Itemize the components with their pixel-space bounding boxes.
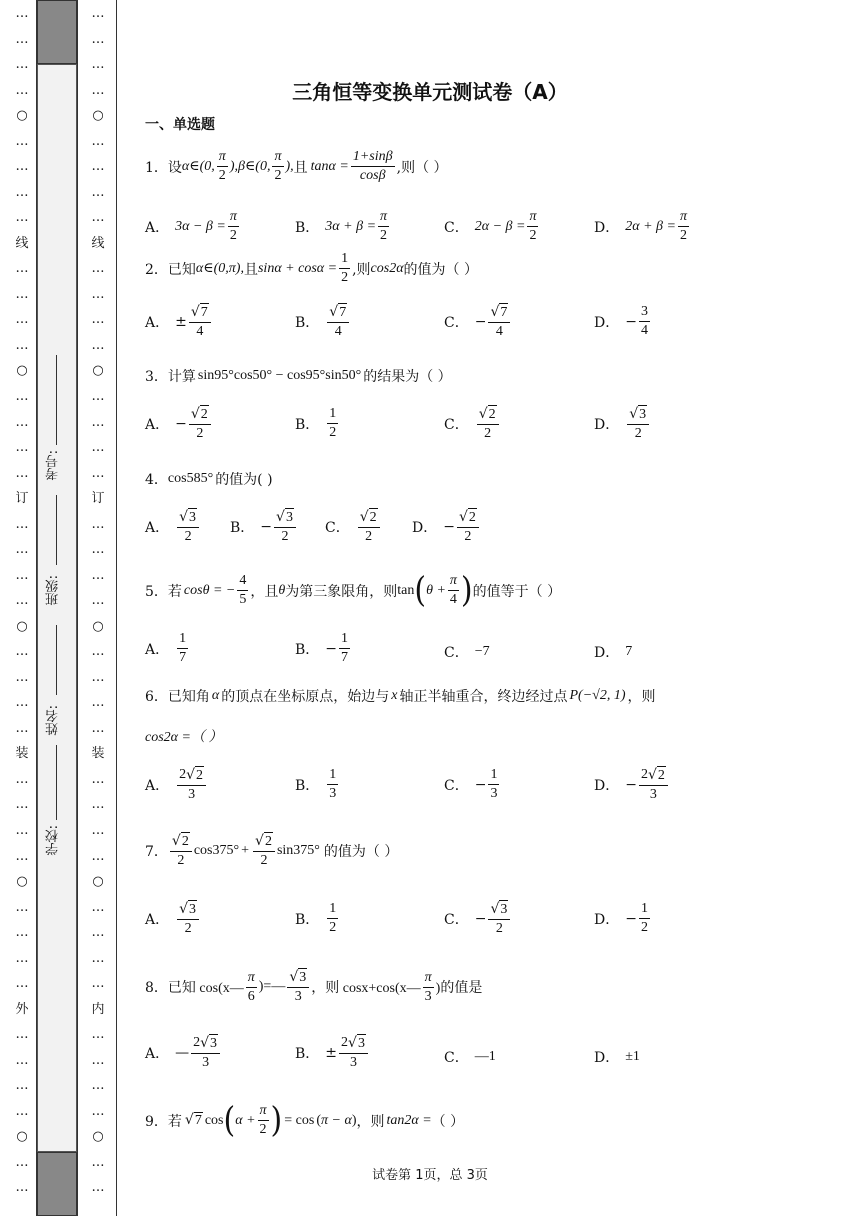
- outer-binding-char: 线: [15, 235, 29, 251]
- outer-binding-char: …: [15, 133, 29, 149]
- outer-binding-char: ○: [16, 363, 28, 379]
- outer-binding-char: …: [15, 414, 29, 430]
- outer-binding-char: …: [15, 567, 29, 583]
- q7-plus: +: [241, 843, 250, 858]
- q1-option-c[interactable]: C． 2α − β = $\frac{\pi}{2}$: [444, 209, 537, 243]
- q8-pi-third: $\frac{\pi}{3}$: [424, 969, 432, 1004]
- inner-binding-char: …: [91, 210, 105, 226]
- q4-expression: cos585°: [167, 471, 214, 486]
- q6-text-3: 轴正半轴重合，终边经过点: [399, 689, 568, 705]
- q1-pi-half-1: $\frac{\pi}{2}$: [218, 149, 226, 183]
- outer-binding-char: …: [15, 1103, 29, 1119]
- q9-tail: （ ）: [431, 1113, 465, 1130]
- inner-binding-char: ○: [92, 618, 104, 634]
- q6-alpha: α: [211, 688, 220, 703]
- inner-binding-char: …: [91, 950, 105, 966]
- inner-binding-char: …: [91, 899, 105, 915]
- q5-option-a[interactable]: A． $\frac{1}{7}$: [145, 631, 187, 665]
- outer-binding-char: …: [15, 976, 29, 992]
- outer-binding-char: …: [15, 950, 29, 966]
- inner-binding-char: …: [91, 312, 105, 328]
- outer-binding-char: …: [15, 261, 29, 277]
- q1-close: ),: [285, 158, 294, 174]
- q2-then: ,则: [352, 261, 371, 278]
- q7-tail: 的值为（ ）: [323, 844, 399, 860]
- q2-and: 且: [243, 261, 258, 278]
- page-footer: 试卷第 1页，总 3页: [372, 1168, 488, 1183]
- class-underline: [56, 495, 57, 565]
- q7-number: 7．: [145, 844, 168, 860]
- q5-theta: θ: [278, 582, 286, 598]
- outer-binding-char: …: [15, 542, 29, 558]
- outer-binding-char: …: [15, 286, 29, 302]
- class-label: 班级:: [46, 575, 61, 606]
- margin-line-3: [116, 0, 117, 1216]
- q8-number: 8．: [145, 980, 168, 996]
- q5-tan: tan: [397, 582, 415, 598]
- outer-binding-char: ○: [16, 1129, 28, 1145]
- q6-point: P(−√2, 1): [569, 688, 626, 703]
- q7-option-c[interactable]: C． − √ 3 2: [444, 900, 512, 938]
- inner-binding-char: …: [91, 1027, 105, 1043]
- q9-then: ，则: [356, 1113, 385, 1130]
- school-label: 学校:: [46, 825, 61, 856]
- inner-binding-char: …: [91, 1103, 105, 1119]
- q1-tail: ,则（ ）: [396, 159, 448, 176]
- q6-number: 6．: [145, 689, 168, 705]
- inner-binding-char: …: [91, 31, 105, 47]
- q2-range: α∈(0,π),: [195, 261, 244, 276]
- inner-binding-char: …: [91, 1180, 105, 1196]
- binding-band-bottom: [37, 1152, 77, 1216]
- inner-binding-char: ○: [92, 363, 104, 379]
- q9-sqrt7: √ 7: [184, 1112, 202, 1128]
- q5-theta-plus: θ +: [426, 582, 446, 598]
- question-4: [145, 469, 273, 489]
- inner-binding-char: …: [91, 440, 105, 456]
- outer-binding-char: ○: [16, 874, 28, 890]
- inner-binding-char: …: [91, 542, 105, 558]
- inner-binding-char: …: [91, 771, 105, 787]
- q3-option-d[interactable]: D． √ 3 2: [594, 405, 651, 443]
- inner-binding-char: 内: [91, 1001, 105, 1017]
- inner-binding-char: …: [91, 1052, 105, 1068]
- q1-number: 1．: [145, 159, 168, 176]
- inner-binding-char: …: [91, 1078, 105, 1094]
- q7-coeff-1: √ 2 2: [170, 832, 192, 870]
- outer-binding-char: …: [15, 465, 29, 481]
- inner-binding-char: 订: [91, 491, 105, 507]
- q8-pi-sixth: $\frac{\pi}{6}$: [247, 969, 255, 1004]
- q4-number: 4．: [145, 472, 168, 488]
- q2-cos2a: cos2α: [370, 260, 404, 276]
- q1-pi-half-2: $\frac{\pi}{2}$: [274, 149, 282, 183]
- q5-text: 为第三象限角，则: [285, 583, 398, 600]
- q8-option-c[interactable]: C． —1: [444, 1049, 496, 1066]
- outer-binding-char: …: [15, 312, 29, 328]
- outer-binding-char: …: [15, 771, 29, 787]
- q2-option-a[interactable]: A． ± √ 7 4: [145, 303, 213, 341]
- outer-binding-char: …: [15, 31, 29, 47]
- q4-option-a[interactable]: A． √ 3 2: [145, 508, 201, 546]
- q5-pi-quarter: $\frac{\pi}{4}$: [449, 573, 457, 607]
- inner-binding-char: …: [91, 823, 105, 839]
- q4-option-d[interactable]: D． − √ 2 2: [412, 508, 481, 546]
- inner-binding-char: …: [91, 695, 105, 711]
- q8-option-a[interactable]: A． — 2 √ 3 3: [145, 1034, 222, 1072]
- q6-text-1: 已知角: [167, 689, 210, 705]
- q5-number: 5．: [145, 583, 168, 600]
- outer-binding-char: …: [15, 695, 29, 711]
- q2-half: $\frac{1}{2}$: [341, 251, 349, 285]
- q3-tail: 的结果为（ ）: [363, 369, 452, 385]
- q9-pi-half: $\frac{\pi}{2}$: [259, 1103, 267, 1137]
- question-1: [145, 148, 448, 185]
- q3-option-b[interactable]: B． $\frac{1}{2}$: [295, 406, 337, 440]
- inner-binding-char: …: [91, 414, 105, 430]
- section-heading: 一、单选题: [145, 117, 215, 133]
- q3-text: 计算: [167, 369, 196, 385]
- outer-binding-char: …: [15, 388, 29, 404]
- q5-option-c[interactable]: C． −7: [444, 644, 490, 661]
- outer-binding-char: …: [15, 6, 29, 21]
- outer-binding-char: …: [15, 797, 29, 813]
- outer-binding-char: 外: [15, 1001, 29, 1017]
- q2-equation: sinα + cosα =: [257, 260, 338, 276]
- margin-line-2: [77, 0, 78, 1216]
- inner-binding-char: …: [91, 388, 105, 404]
- q6-text-2: 的顶点在坐标原点，始边与: [221, 689, 390, 705]
- q7-sin-term: sin375°: [276, 843, 320, 858]
- question-6: [145, 686, 656, 706]
- q2-tail: 的值为（ ）: [403, 261, 478, 278]
- q8-text-3: ，则 cosx+cos(x—: [311, 981, 421, 996]
- q9-open-paren-2: (: [316, 1112, 321, 1128]
- q7-cos-term: cos375°: [193, 843, 240, 858]
- outer-binding-char: …: [15, 593, 29, 609]
- question-5: [145, 569, 562, 611]
- q2-option-b[interactable]: B． √ 7 4: [295, 303, 351, 341]
- q8-text-4: )的值是: [435, 981, 483, 996]
- inner-binding-char: …: [91, 1154, 105, 1170]
- q8-text-1: 已知 cos(x—: [167, 981, 244, 996]
- inner-binding-char: …: [91, 797, 105, 813]
- q9-equals-cos: = cos: [284, 1112, 315, 1128]
- q9-number: 9．: [145, 1113, 168, 1130]
- q1-option-a[interactable]: A． 3α − β = $\frac{\pi}{2}$: [145, 209, 237, 243]
- outer-binding-char: …: [15, 82, 29, 98]
- q3-option-a[interactable]: A． − √ 2 2: [145, 405, 213, 443]
- q6-option-d[interactable]: D． − 2 √ 2 3: [594, 766, 670, 804]
- inner-binding-char: ○: [92, 1129, 104, 1145]
- inner-binding-char: …: [91, 848, 105, 864]
- q6-option-c[interactable]: C． − $\frac{1}{3}$: [444, 767, 498, 801]
- outer-binding-char: …: [15, 1078, 29, 1094]
- outer-binding-char: …: [15, 925, 29, 941]
- q9-pi-minus-alpha: π − α: [321, 1112, 352, 1128]
- q9-open-paren-1: (: [223, 1099, 236, 1141]
- exam-no-label: 考号:: [46, 450, 61, 481]
- inner-binding-char: …: [91, 925, 105, 941]
- q1-option-d[interactable]: D． 2α + β = $\frac{\pi}{2}$: [594, 209, 687, 243]
- q6-x: x: [391, 688, 398, 703]
- q3-option-c[interactable]: C． √ 2 2: [444, 405, 501, 443]
- outer-binding-char: …: [15, 1180, 29, 1196]
- q1-fraction: $\frac{1+\sin\beta}{\cos\beta}$: [352, 149, 393, 183]
- outer-binding-char: …: [15, 1052, 29, 1068]
- inner-binding-char: …: [91, 159, 105, 175]
- outer-binding-column: [12, 0, 32, 1216]
- inner-binding-char: …: [91, 133, 105, 149]
- q6-cos2a: cos2α =（ ）: [145, 730, 223, 745]
- q5-close-paren: ): [460, 569, 473, 611]
- outer-binding-char: …: [15, 720, 29, 736]
- inner-binding-column: [88, 0, 108, 1216]
- q9-tan2a: tan2α =: [386, 1112, 432, 1128]
- inner-binding-char: …: [91, 184, 105, 200]
- q9-cos: cos: [204, 1112, 224, 1128]
- inner-binding-char: …: [91, 286, 105, 302]
- question-7: [145, 832, 398, 870]
- outer-binding-char: ○: [16, 108, 28, 124]
- inner-binding-char: ○: [92, 874, 104, 890]
- outer-binding-char: 装: [15, 746, 29, 762]
- inner-binding-char: ○: [92, 108, 104, 124]
- question-2: [145, 250, 478, 287]
- q7-coeff-2: √ 2 2: [253, 832, 275, 870]
- q8-text-2: )=—: [258, 979, 286, 994]
- q6-option-b[interactable]: B． $\frac{1}{3}$: [295, 767, 337, 801]
- q1-and: 且: [293, 159, 308, 176]
- name-label: 姓名:: [46, 705, 61, 736]
- q7-option-b[interactable]: B． $\frac{1}{2}$: [295, 901, 337, 935]
- inner-binding-char: 线: [91, 235, 105, 251]
- q7-option-a[interactable]: A． √ 3 2: [145, 900, 201, 938]
- q5-cos: cosθ = −: [183, 582, 236, 598]
- outer-binding-char: …: [15, 669, 29, 685]
- q1-alpha-range: α∈(0,: [181, 159, 215, 174]
- school-underline: [56, 745, 57, 820]
- q1-tan: tanα =: [310, 158, 349, 174]
- q8-option-d[interactable]: D． ±1: [594, 1049, 640, 1066]
- q4-tail: 的值为( ): [215, 472, 273, 488]
- q9-close-paren-1: ): [270, 1099, 283, 1141]
- outer-binding-char: …: [15, 823, 29, 839]
- binding-strip: [37, 64, 77, 1152]
- q5-and: ，且: [250, 583, 279, 600]
- q5-fraction: $\frac{4}{5}$: [239, 573, 247, 607]
- outer-binding-char: …: [15, 184, 29, 200]
- inner-binding-char: …: [91, 976, 105, 992]
- outer-binding-char: …: [15, 1154, 29, 1170]
- q9-if: 若: [167, 1113, 182, 1130]
- q9-alpha-plus: α +: [235, 1112, 256, 1128]
- inner-binding-char: …: [91, 6, 105, 21]
- q4-option-c[interactable]: C． √ 2 2: [325, 508, 382, 546]
- q2-option-c[interactable]: C． − √ 7 4: [444, 303, 512, 341]
- question-3: [145, 366, 452, 386]
- q5-option-b[interactable]: B． − $\frac{1}{7}$: [295, 631, 349, 665]
- q2-text: 已知: [167, 261, 196, 278]
- q1-option-b[interactable]: B． 3α + β = $\frac{\pi}{2}$: [295, 209, 388, 243]
- outer-binding-char: …: [15, 644, 29, 660]
- q5-if: 若: [167, 583, 182, 600]
- q5-open-paren: (: [414, 569, 427, 611]
- page-title: 三角恒等变换单元测试卷（A）: [292, 80, 568, 104]
- outer-binding-char: …: [15, 440, 29, 456]
- question-9: [145, 1099, 465, 1141]
- q7-option-d[interactable]: D． − $\frac{1}{2}$: [594, 901, 648, 935]
- inner-binding-char: …: [91, 567, 105, 583]
- outer-binding-char: …: [15, 516, 29, 532]
- q8-option-b[interactable]: B． ± 2 √ 3 3: [295, 1034, 370, 1072]
- q8-sqrt3-third: √ 3 3: [287, 968, 309, 1006]
- inner-binding-char: 装: [91, 746, 105, 762]
- inner-binding-char: …: [91, 57, 105, 73]
- inner-binding-char: …: [91, 593, 105, 609]
- outer-binding-char: …: [15, 210, 29, 226]
- outer-binding-char: 订: [15, 491, 29, 507]
- q4-option-b[interactable]: B． − √ 3 2: [230, 508, 298, 546]
- inner-binding-char: …: [91, 516, 105, 532]
- q3-number: 3．: [145, 369, 168, 385]
- inner-binding-char: …: [91, 644, 105, 660]
- inner-binding-char: …: [91, 720, 105, 736]
- outer-binding-char: …: [15, 57, 29, 73]
- question-8: [145, 968, 482, 1006]
- q2-option-d[interactable]: D． − $\frac{3}{4}$: [594, 304, 648, 338]
- q5-option-d[interactable]: D． 7: [594, 644, 633, 661]
- q5-tail: 的值等于（ ）: [472, 583, 562, 600]
- q6-option-a[interactable]: A． 2 √ 2 3: [145, 766, 208, 804]
- outer-binding-char: …: [15, 899, 29, 915]
- inner-binding-char: …: [91, 669, 105, 685]
- name-underline: [56, 625, 57, 695]
- q3-expression: sin95°cos50° − cos95°sin50°: [197, 368, 362, 383]
- outer-binding-char: …: [15, 848, 29, 864]
- q6-text-4: ，则: [627, 689, 656, 705]
- outer-binding-char: …: [15, 1027, 29, 1043]
- q1-beta-range: ),β∈(0,: [229, 159, 271, 174]
- outer-binding-char: ○: [16, 618, 28, 634]
- inner-binding-char: …: [91, 82, 105, 98]
- q9-close-paren-2: ): [351, 1112, 357, 1128]
- outer-binding-char: …: [15, 159, 29, 175]
- inner-binding-char: …: [91, 261, 105, 277]
- question-6-line-2: [145, 726, 222, 746]
- q1-text: 设: [167, 159, 182, 176]
- inner-binding-char: …: [91, 337, 105, 353]
- exam-no-underline: [56, 355, 57, 445]
- binding-band-top: [37, 0, 77, 64]
- outer-binding-char: …: [15, 337, 29, 353]
- inner-binding-char: …: [91, 465, 105, 481]
- q2-number: 2．: [145, 261, 168, 278]
